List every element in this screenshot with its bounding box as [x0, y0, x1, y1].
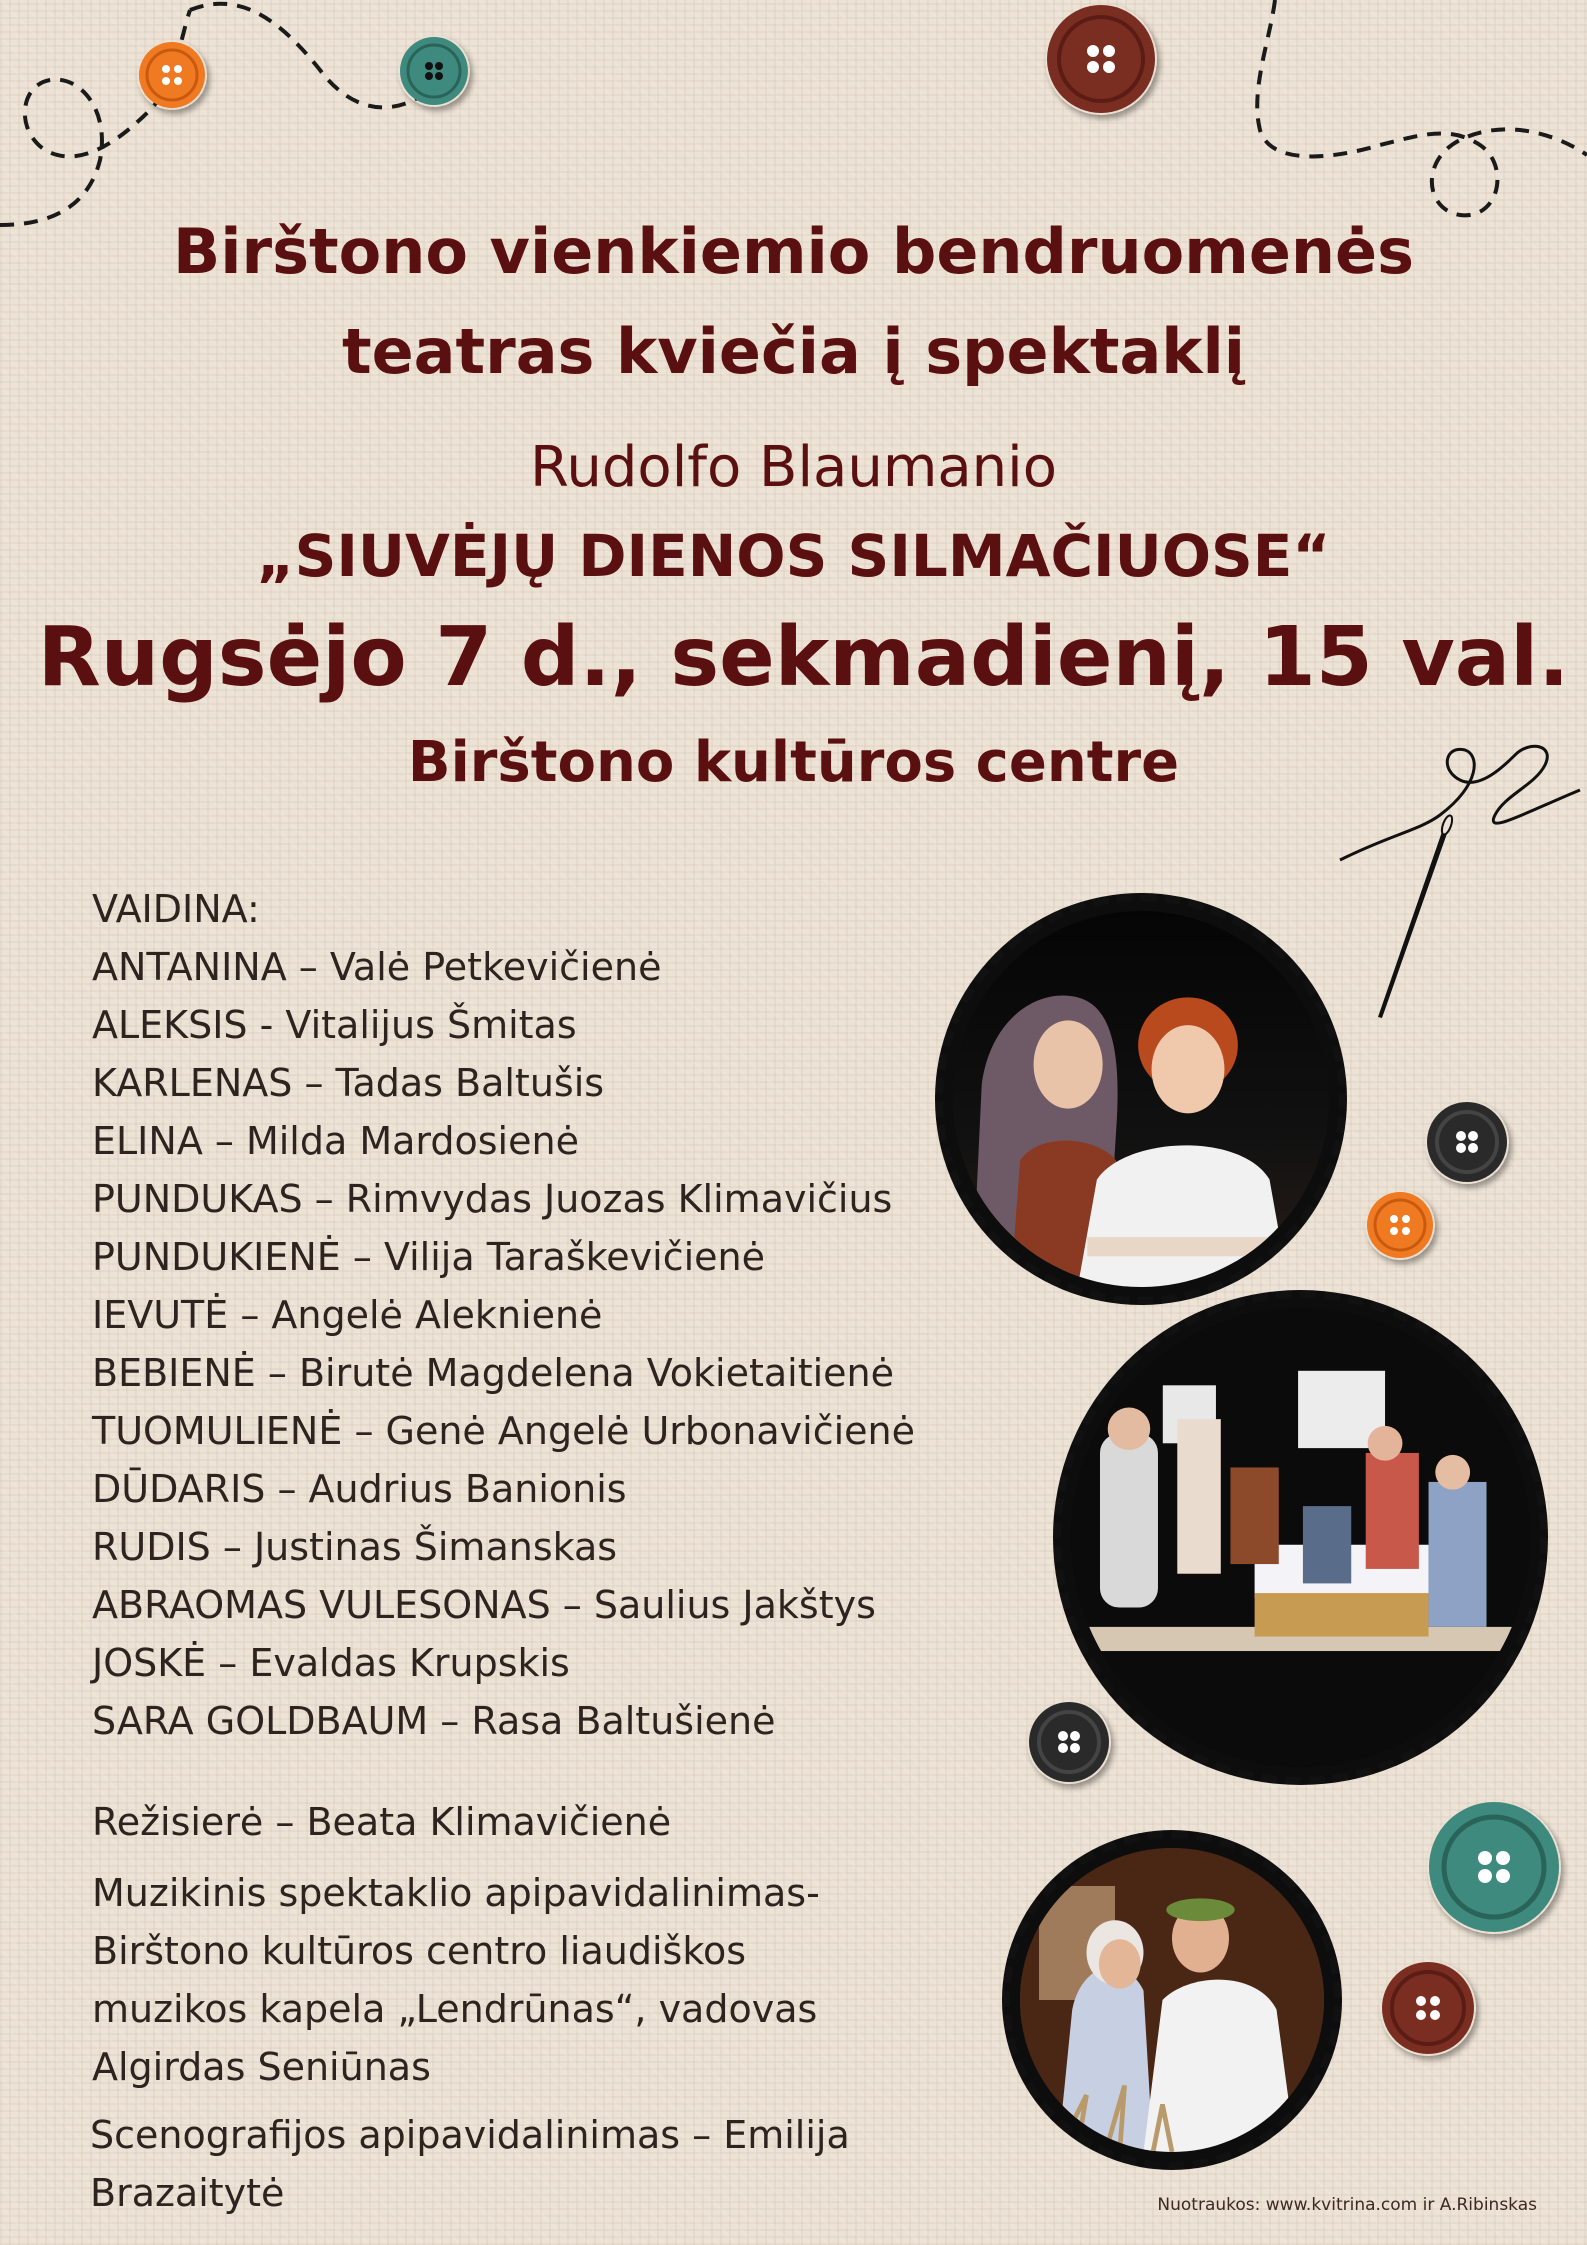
cast-role: SARA GOLDBAUM – Rasa Baltušienė	[92, 1699, 776, 1743]
cast-role: JOSKĖ – Evaldas Krupskis	[92, 1641, 570, 1685]
photo-couple	[1002, 1830, 1342, 2170]
title-line-1: Birštono vienkiemio bendruomenės	[173, 215, 1414, 288]
music-credit-line: Birštono kultūros centro liaudiškos	[92, 1929, 747, 1973]
cast-role: DŪDARIS – Audrius Banionis	[92, 1467, 627, 1511]
event-date-time: Rugsėjo 7 d., sekmadienį, 15 val.	[37, 610, 1570, 705]
cast-role: BEBIENĖ – Birutė Magdelena Vokietaitienė	[92, 1351, 895, 1395]
music-credit	[92, 1864, 892, 2096]
cast-role: IEVUTĖ – Angelė Aleknienė	[92, 1293, 603, 1337]
scenography-credit	[90, 2106, 890, 2222]
sewing-button-icon	[137, 40, 207, 110]
cast-list	[92, 880, 992, 1750]
photo-stage-scene	[1053, 1290, 1548, 1785]
cast-role: TUOMULIENĖ – Genė Angelė Urbonavičienė	[92, 1409, 915, 1453]
music-credit-line: Algirdas Seniūnas	[92, 2045, 431, 2089]
photo-credit: Nuotraukos: www.kvitrina.com ir A.Ribinskas	[1157, 2195, 1537, 2215]
cast-role: PUNDUKIENĖ – Vilija Taraškevičienė	[92, 1235, 765, 1279]
event-venue: Birštono kultūros centre	[407, 730, 1180, 795]
play-title: „SIUVĖJŲ DIENOS SILMAČIUOSE“	[256, 522, 1331, 590]
scenography-credit-line: Brazaitytė	[90, 2171, 285, 2215]
sewing-button-icon	[1427, 1800, 1561, 1934]
needle-thread-icon	[1330, 735, 1587, 1025]
sewing-button-icon	[1045, 3, 1157, 115]
cast-role: ELINA – Milda Mardosienė	[92, 1119, 579, 1163]
sewing-button-icon	[1380, 1960, 1476, 2056]
sewing-button-icon	[398, 35, 470, 107]
title-line-2: teatras kviečia į spektaklį	[341, 315, 1246, 388]
cast-role: RUDIS – Justinas Šimanskas	[92, 1525, 618, 1569]
cast-role: PUNDUKAS – Rimvydas Juozas Klimavičius	[92, 1177, 893, 1221]
cast-role: ABRAOMAS VULESONAS – Saulius Jakštys	[92, 1583, 876, 1627]
sewing-button-icon	[1027, 1700, 1111, 1784]
scenography-credit-line: Scenografijos apipavidalinimas – Emilija	[90, 2113, 850, 2157]
music-credit-line: Muzikinis spektaklio apipavidalinimas-	[92, 1871, 820, 1915]
photo-two-actresses	[935, 893, 1347, 1305]
cast-heading: VAIDINA:	[92, 887, 260, 931]
author-name: Rudolfo Blaumanio	[530, 435, 1057, 500]
director-credit: Režisierė – Beata Klimavičienė	[92, 1800, 672, 1844]
sewing-button-icon	[1365, 1190, 1435, 1260]
cast-role: KARLENAS – Tadas Baltušis	[92, 1061, 605, 1105]
cast-role: ANTANINA – Valė Petkevičienė	[92, 945, 662, 989]
cast-role: ALEKSIS - Vitalijus Šmitas	[92, 1003, 577, 1047]
music-credit-line: muzikos kapela „Lendrūnas“, vadovas	[92, 1987, 818, 2031]
sewing-button-icon	[1425, 1100, 1509, 1184]
